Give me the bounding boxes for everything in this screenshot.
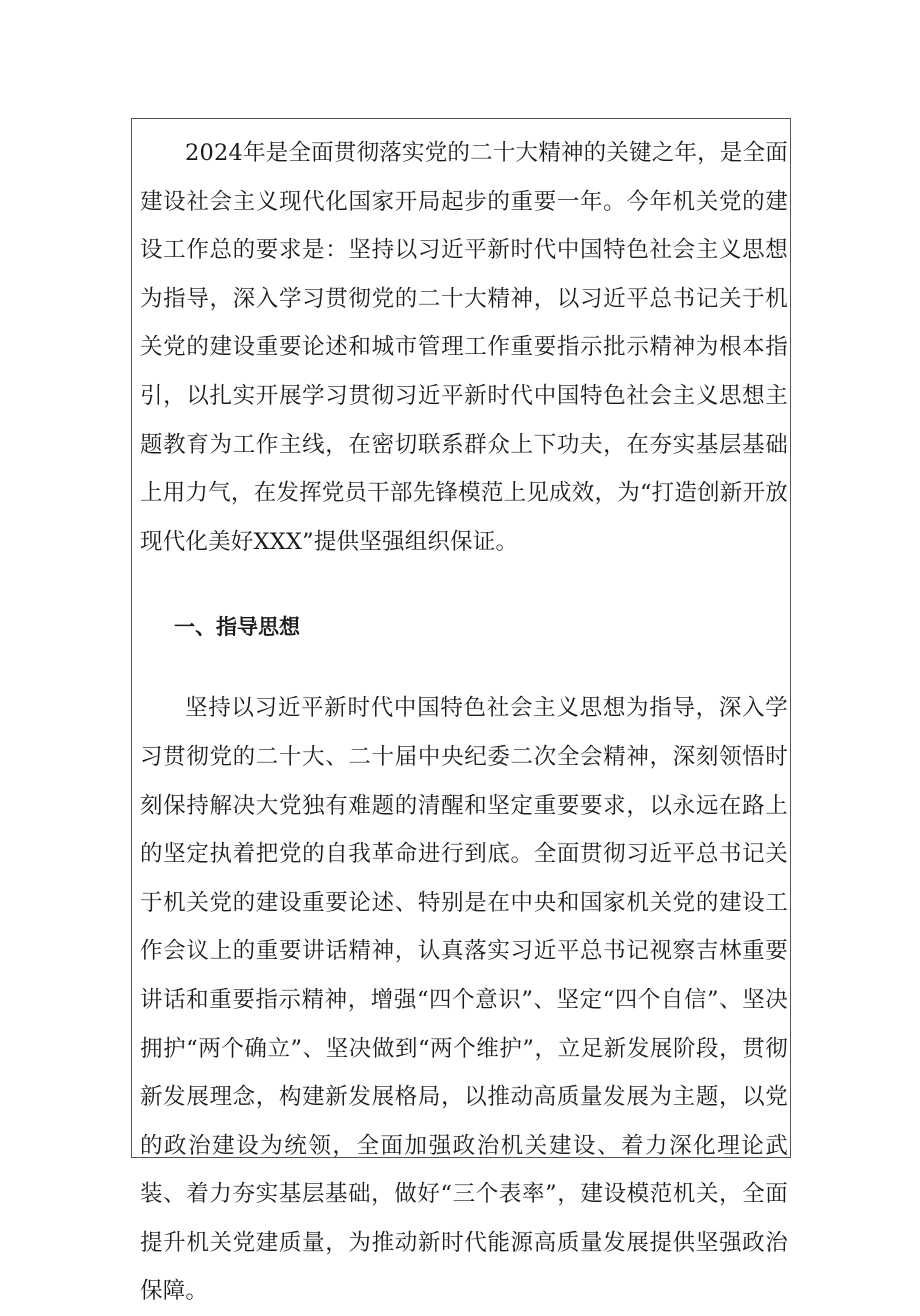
section-paragraph-guiding-ideology: 坚持以习近平新时代中国特色社会主义思想为指导，深入学习贯彻党的二十大、二十届中央纪委二次全会精神，深刻领悟时刻保持解决大党独有难题的清醒和坚定重要要求，以永远在路上的坚定执着把党的自我革命进行到底。全面贯彻习近平总书记关于机关党的建设重要论述、特别是在中央和国家机关党的建设工作会议上的重要讲话精神，认真落实习近平总书记视察吉林重要讲话和重要指示精神，增强“四个意识”、坚定“四个自信”、坚决拥护“两个确立”、坚决做到“两个维护”，立足新发展阶段，贯彻新发展理念，构建新发展格局，以推动高质量发展为主题，以党的政治建设为统领，全面加强政治机关建设、着力深化理论武装、着力夯实基层基础，做好“三个表率”，建设模范机关，全面提升机关党建质量，为推动新时代能源高质量发展提供坚强政治保障。 (140, 695, 788, 1305)
spacer (140, 642, 788, 684)
spacer (140, 566, 788, 612)
document-body (140, 129, 788, 1316)
section-heading-guiding-ideology: 一、指导思想 (174, 615, 300, 640)
intro-paragraph: 2024年是全面贯彻落实党的二十大精神的关键之年，是全面建设社会主义现代化国家开局起步的重要一年。今年机关党的建设工作总的要求是：坚持以习近平新时代中国特色社会主义思想为指导，深入学习贯彻党的二十大精神，以习近平总书记关于机关党的建设重要论述和城市管理工作重要指示批示精神为根本指引，以扎实开展学习贯彻习近平新时代中国特色社会主义思想主题教育为工作主线，在密切联系群众上下功夫，在夯实基层基础上用力气，在发挥党员干部先锋模范上见成效，为“打造创新开放现代化美好XXX”提供坚强组织保证。 (140, 140, 788, 555)
